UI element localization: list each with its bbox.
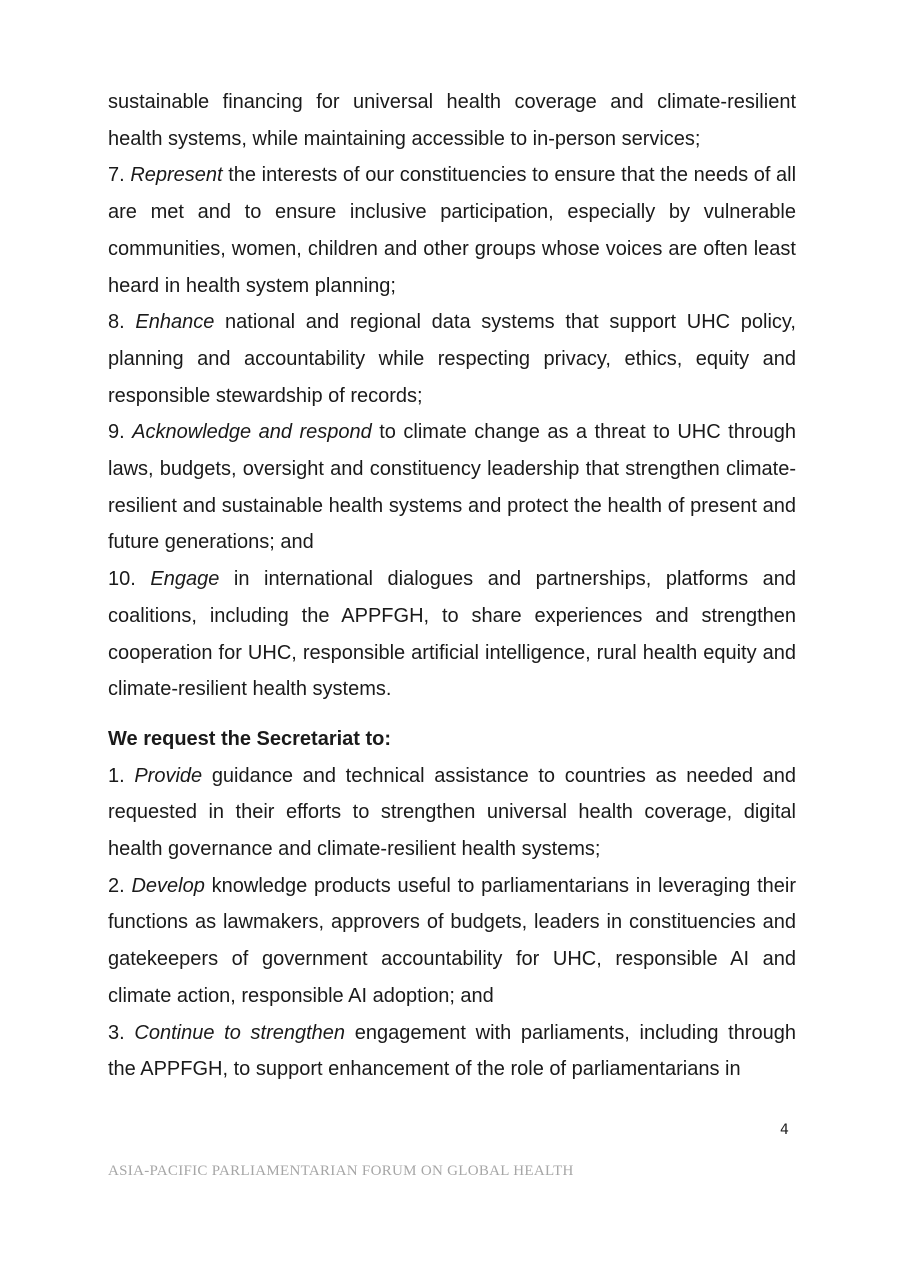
item-verb: Continue to strengthen bbox=[134, 1021, 346, 1044]
secretariat-item-3 bbox=[108, 1015, 796, 1088]
item-number: 7. bbox=[108, 164, 125, 187]
item-text: to climate change as a threat to UHC through laws, budgets, oversight and constituency leadership that strengthen climate-resilient and sustainable health systems and protect the health of present and future generations; and bbox=[108, 421, 796, 554]
item-text: guidance and technical assistance to countries as needed and requested in their efforts to strengthen universal health coverage, digital health governance and climate-resilient health systems; bbox=[108, 764, 797, 861]
item-verb: Provide bbox=[134, 764, 203, 787]
item-text: engagement with parliaments, including through the APPFGH, to support enhancement of the role of parliamentarians in bbox=[108, 1021, 796, 1081]
item-verb: Acknowledge and respond bbox=[132, 421, 372, 444]
item-number: 9. bbox=[108, 421, 125, 444]
footer-organization-name: ASIA-PACIFIC PARLIAMENTARIAN FORUM ON GLOBAL HEALTH bbox=[108, 1163, 574, 1179]
commitment-item-7 bbox=[108, 157, 796, 304]
item-number: 8. bbox=[108, 311, 125, 334]
continuation-paragraph: sustainable financing for universal health coverage and climate-resilient health systems, while maintaining accessible to in-person services; bbox=[108, 91, 796, 150]
document-page bbox=[108, 84, 796, 1088]
item-number: 2. bbox=[108, 874, 125, 897]
item-text: knowledge products useful to parliamentarians in leveraging their functions as lawmakers, approvers of budgets, leaders in constituencies and gatekeepers of government accountability for UHC, responsible AI and climate action, responsible AI adoption; and bbox=[108, 874, 797, 1007]
item-number: 3. bbox=[108, 1021, 125, 1044]
item-text: the interests of our constituencies to ensure that the needs of all are met and to ensure inclusive participation, especially by vulnerable communities, women, children and other groups whose voices are often least heard in health system planning; bbox=[108, 164, 797, 297]
item-verb: Enhance bbox=[135, 311, 215, 334]
commitment-item-10 bbox=[108, 561, 796, 708]
commitment-item-9 bbox=[108, 414, 796, 561]
item-number: 1. bbox=[108, 764, 125, 787]
page-number: 4 bbox=[780, 1122, 789, 1138]
commitment-item-8 bbox=[108, 304, 796, 414]
item-text: national and regional data systems that support UHC policy, planning and accountability while respecting privacy, ethics, equity and responsible stewardship of records; bbox=[108, 311, 796, 407]
secretariat-heading: We request the Secretariat to: bbox=[108, 727, 392, 750]
secretariat-item-1 bbox=[108, 758, 796, 868]
item-verb: Represent bbox=[130, 164, 223, 187]
item-verb: Develop bbox=[131, 874, 205, 897]
item-text: in international dialogues and partnerships, platforms and coalitions, including the APPFGH, to share experiences and strengthen cooperation for UHC, responsible artificial intelligence, rural health equity and climate-resilient health systems. bbox=[108, 568, 796, 701]
item-verb: Engage bbox=[150, 568, 220, 591]
item-number: 10. bbox=[108, 568, 136, 591]
secretariat-item-2 bbox=[108, 868, 796, 1015]
